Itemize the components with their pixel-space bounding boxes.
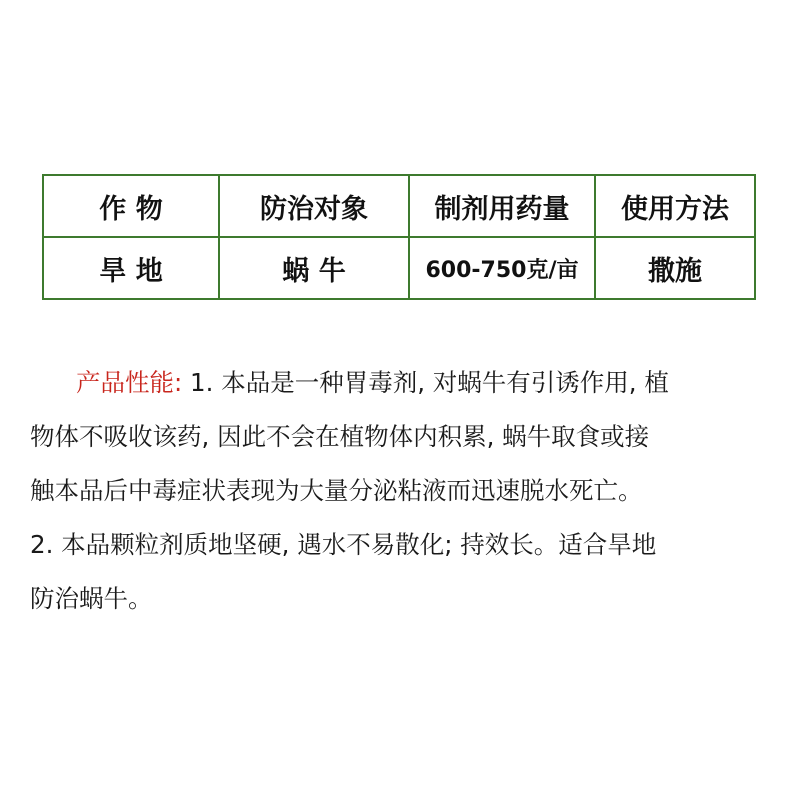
description-line: 防治蜗牛。 bbox=[30, 584, 153, 613]
header-dosage: 制剂用药量 bbox=[409, 175, 595, 237]
header-method: 使用方法 bbox=[595, 175, 755, 237]
cell-dosage: 600-750克/亩 bbox=[409, 237, 595, 299]
table-row bbox=[43, 237, 755, 299]
cell-target: 蜗 牛 bbox=[219, 237, 409, 299]
description-line bbox=[30, 356, 775, 410]
description-line: 2. 本品颗粒剂质地坚硬, 遇水不易散化; 持效长。适合旱地 bbox=[30, 530, 657, 559]
description-line: 触本品后中毒症状表现为大量分泌粘液而迅速脱水死亡。 bbox=[30, 476, 643, 505]
description-line: 物体不吸收该药, 因此不会在植物体内积累, 蜗牛取食或接 bbox=[30, 422, 650, 451]
header-crop: 作 物 bbox=[43, 175, 219, 237]
description-label: 产品性能: bbox=[76, 368, 183, 397]
cell-crop: 旱 地 bbox=[43, 237, 219, 299]
product-description bbox=[30, 356, 775, 626]
table-header-row bbox=[43, 175, 755, 237]
header-target: 防治对象 bbox=[219, 175, 409, 237]
usage-table bbox=[42, 174, 756, 300]
cell-method: 撒施 bbox=[595, 237, 755, 299]
description-text: 1. 本品是一种胃毒剂, 对蜗牛有引诱作用, 植 bbox=[182, 368, 669, 397]
